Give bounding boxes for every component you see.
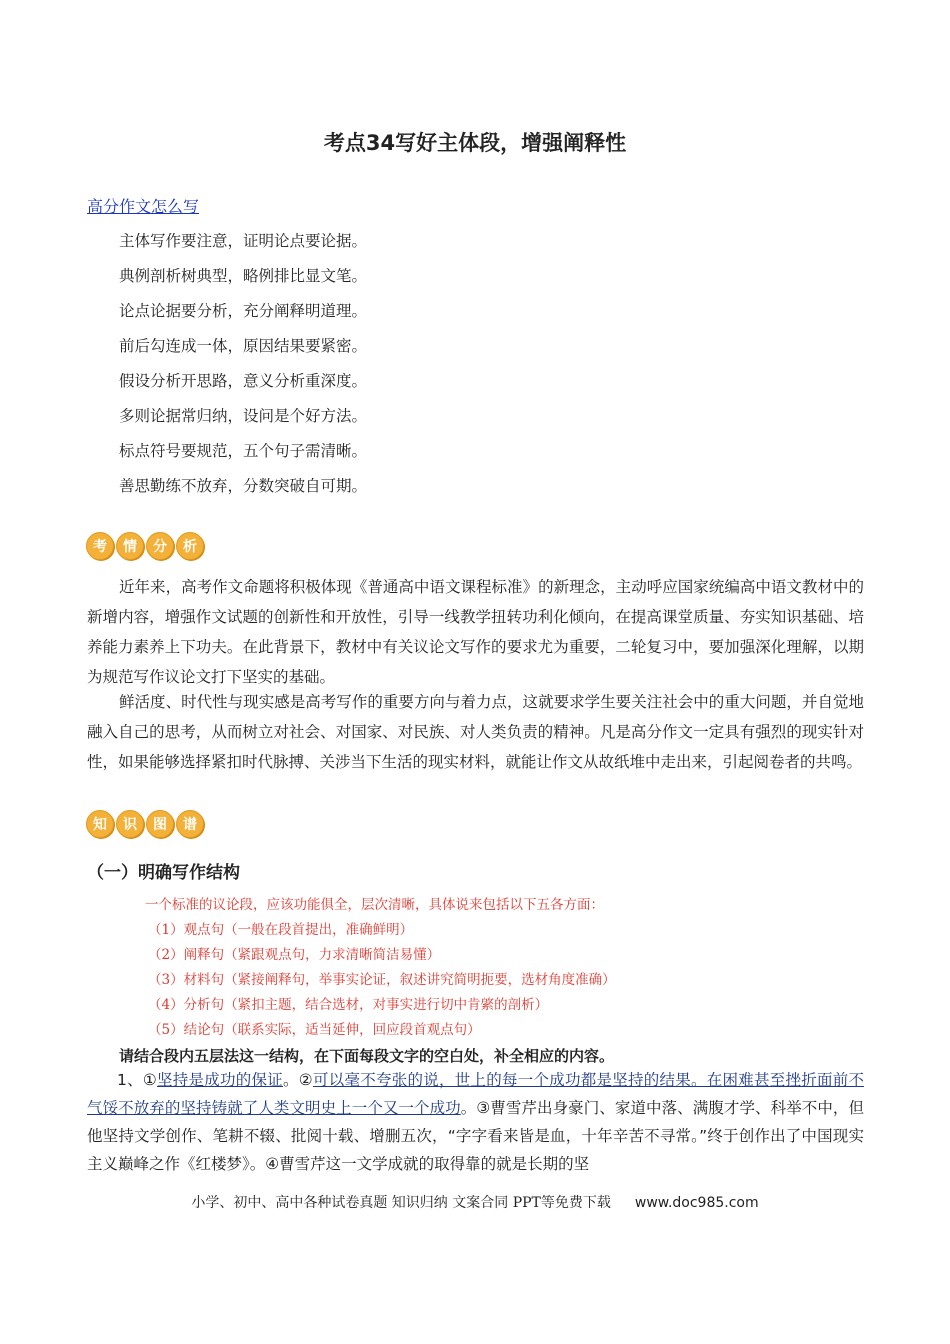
structure-item: （2）阐释句（紧跟观点句，力求清晰简洁易懂）: [148, 947, 441, 963]
footer-site: www.doc985.com: [634, 1195, 759, 1211]
badge-char: 析: [176, 532, 204, 560]
example-passage: [87, 1066, 864, 1178]
structure-item: （5）结论句（联系实际，适当延伸，回应段首观点句）: [148, 1022, 481, 1038]
poem-line: 典例剖析树典型，略例排比显文笔。: [119, 267, 368, 285]
poem-line: 假设分析开思路，意义分析重深度。: [119, 372, 368, 390]
analysis-paragraph: 近年来，高考作文命题将积极体现《普通高中语文课程标准》的新理念，主动呼应国家统编高中语文教材中的新增内容，增强作文试题的创新性和开放性，引导一线教学扭转功利化倾向，在提高课堂质量、夯实知识基础、培养能力素养上下功夫。在此背景下，教材中有关议论文写作的要求尤为重要，二轮复习中，要加强深化理解，以期为规范写作议论文打下坚实的基础。: [87, 578, 864, 686]
badge-char: 考: [86, 532, 114, 560]
instruction-text: 请结合段内五层法这一结构，在下面每段文字的空白处，补全相应的内容。: [119, 1047, 615, 1065]
footer-text: 小学、初中、高中各种试卷真题 知识归纳 文案合同 PPT等免费下载: [191, 1195, 611, 1211]
badge-char: 知: [86, 810, 114, 838]
poem-line: 标点符号要规范，五个句子需清晰。: [119, 442, 368, 460]
exam-analysis-badge: [86, 532, 204, 560]
passage-separator: 。②: [283, 1071, 313, 1089]
structure-intro: 一个标准的议论段，应该功能俱全，层次清晰，具体说来包括以下五各方面：: [145, 897, 604, 913]
structure-item: （4）分析句（紧扣主题，结合选材，对事实进行切中肯綮的剖析）: [148, 997, 549, 1013]
structure-item: （3）材料句（紧接阐释句，举事实论证，叙述讲究简明扼要，选材角度准确）: [148, 972, 616, 988]
badge-char: 分: [146, 532, 174, 560]
material-sentence: 。③曹雪芹出身豪门、家道中落、满腹才学、科举不中，但他坚持文学创作、笔耕不辍、批阅十载、增删五次，“字字看来皆是血，十年辛苦不寻常。”终于创作出了中国现实主义巅峰之作《红楼梦》。④曹雪芹这一文学成就的取得靠的就是长期的坚: [87, 1099, 864, 1173]
viewpoint-sentence: 坚持是成功的保证: [157, 1071, 284, 1089]
knowledge-map-badge: [86, 810, 204, 838]
page-footer: [0, 1192, 950, 1212]
poem-line: 前后勾连成一体，原因结果要紧密。: [119, 337, 368, 355]
badge-char: 情: [116, 532, 144, 560]
analysis-paragraph: 鲜活度、时代性与现实感是高考写作的重要方向与着力点，这就要求学生要关注社会中的重大问题，并自觉地融入自己的思考，从而树立对社会、对国家、对民族、对人类负责的精神。凡是高分作文一定具有强烈的现实针对性，如果能够选择紧扣时代脉搏、关涉当下生活的现实材料，就能让作文从故纸堆中走出来，引起阅卷者的共鸣。: [87, 693, 864, 771]
poem-line: 主体写作要注意，证明论点要论据。: [119, 232, 368, 250]
explanation-sentence: 可以毫不夸张的说，世上的每一个成功都是坚持的结果。在困难甚至挫折面前不气馁不放弃的坚持铸就了人类文明史上一个又一个成功: [87, 1071, 864, 1117]
passage-number: 1、①: [117, 1071, 158, 1089]
poem-line: 善思勤练不放弃，分数突破自可期。: [119, 477, 368, 495]
page-title: 考点34写好主体段，增强阐释性: [323, 131, 627, 155]
poem-line: 论点论据要分析，充分阐释明道理。: [119, 302, 368, 320]
badge-char: 谱: [176, 810, 204, 838]
high-score-writing-link[interactable]: 高分作文怎么写: [87, 197, 200, 216]
poem-line: 多则论据常归纳，设问是个好方法。: [119, 407, 368, 425]
badge-char: 识: [116, 810, 144, 838]
structure-item: （1）观点句（一般在段首提出，准确鲜明）: [148, 922, 414, 938]
section-heading: （一）明确写作结构: [87, 863, 240, 883]
badge-char: 图: [146, 810, 174, 838]
